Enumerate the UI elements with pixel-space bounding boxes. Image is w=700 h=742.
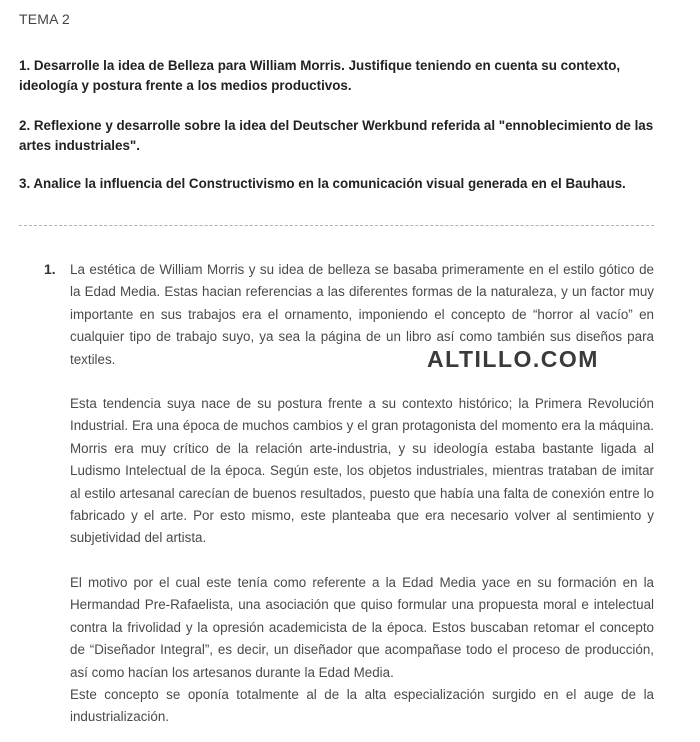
answer-paragraph-3 xyxy=(70,572,654,729)
question-2: 2. Reflexione y desarrolle sobre la idea del Deutscher Werkbund referida al "ennoblecimiento de las artes industriales". xyxy=(19,118,654,153)
answer-paragraph-3-text: El motivo por el cual este tenía como referente a la Edad Media yace en su formación en la Hermandad Pre-Rafaelista, una asociación que quiso formular una propuesta moral e intelectual contra la frivolidad y la opresión academicista de la época. Estos buscaban retomar el concepto de “Diseñador Integral”, es decir, un diseñador que acompañase todo el proceso de producción, así como hacían los artesanos durante la Edad Media. xyxy=(70,575,654,680)
dashed-divider xyxy=(19,225,654,226)
answer-paragraph-2: Esta tendencia suya nace de su postura frente a su contexto histórico; la Primera Revolución Industrial. Era una época de muchos cambios y el gran protagonista del momento era la máquina. Morris era muy crítico de la relación arte-industria, y su ideología estaba bastante ligada al Ludismo Intelectual de la época. Según este, los objetos industriales, mientras trataban de imitar al estilo artesanal carecían de buenos resultados, puesto que había una falta de conexión entre lo fabricado y el arte. Por esto mismo, este planteaba que era necesario volver al sentimiento y subjetividad del artista. xyxy=(70,396,654,546)
watermark: ALTILLO.COM xyxy=(427,346,599,372)
page-title: TEMA 2 xyxy=(19,11,70,27)
answer-number: 1. xyxy=(44,261,56,277)
question-1: 1. Desarrolle la idea de Belleza para William Morris. Justifique teniendo en cuenta su contexto, ideología y postura frente a los medios productivos. xyxy=(19,58,621,93)
answer-paragraph-4-text: Este concepto se oponía totalmente al de la alta especialización surgido en el auge de la industrialización. xyxy=(70,687,654,725)
question-3: 3. Analice la influencia del Constructivismo en la comunicación visual generada en el Bauhaus. xyxy=(19,176,626,191)
answer-paragraph-1: La estética de William Morris y su idea de belleza se basaba primeramente en el estilo gótico de la Edad Media. Estas hacian referencias a las diferentes formas de la naturaleza, y un factor muy importante en sus trabajos era el ornamento, imponiendo el concepto de “horror al vacío” en cualquier tipo de trabajo suyo, ya sea la página de un libro así como también sus diseños para textiles. xyxy=(70,262,654,367)
